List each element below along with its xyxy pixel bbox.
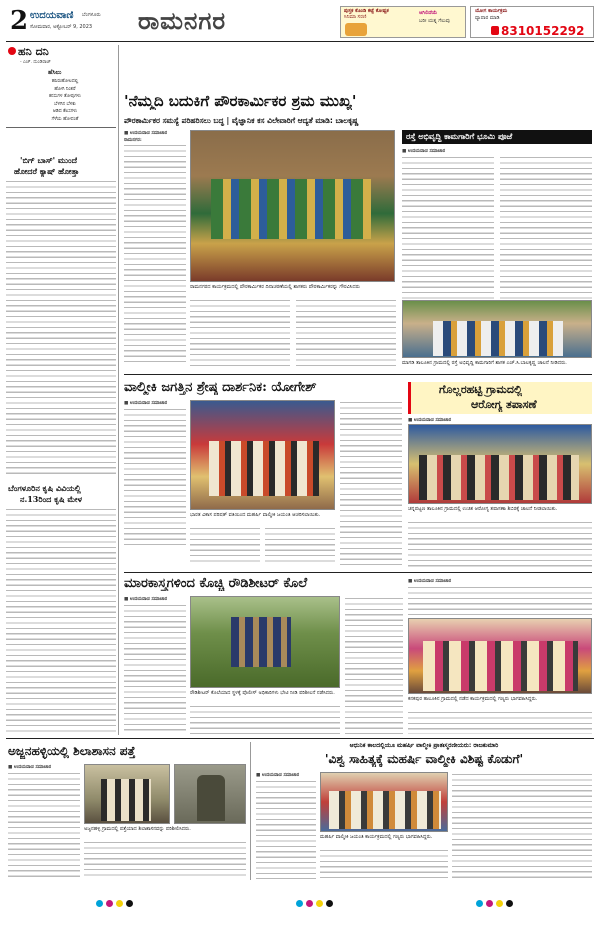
photo-figure <box>423 641 578 691</box>
inscription-byline: ■ ಉದಯವಾಣಿ ಸಮಾಚಾರ <box>8 765 52 770</box>
right-mid-caption: ಕನಕಪುರ ತಾಲೂಕಿನ ಗ್ರಾಮದಲ್ಲಿ ನಡೆದ ಕಾರ್ಯಕ್ರಮದಲ್ಲಿ ಗಣ್ಯರು ಭಾಗವಹಿಸಿದ್ದರು. <box>408 696 538 702</box>
valmiki-byline: ■ ಉದಯವಾಣಿ ಸಮಾಚಾರ <box>124 401 168 406</box>
sidebar-story-1-text <box>6 179 116 477</box>
health-headline-box <box>408 382 592 414</box>
valmiki-text-col-2 <box>190 526 260 566</box>
ad2-text: ಯೋಗ ಕಾರ್ಯಕ್ರಮ <box>475 8 508 14</box>
poem-title: ಹೆಸಿಲು <box>48 69 62 76</box>
valmiki2-kicker: ಆಧುನಿಕ ಕಾಲದಲ್ಲಿಯೂ ಮಹರ್ಷಿ ವಾಲ್ಮೀಕಿ ಪ್ರಾತಃಸ್ಮರಣೀಯರು: ರಾಜಕುಮಾರಿ <box>349 742 499 749</box>
inscription-headline: ಅಜ್ಜನಹಳ್ಳಿಯಲ್ಲಿ ಶಿಲಾಶಾಸನ ಪತ್ತೆ <box>8 744 136 758</box>
bottom-divider <box>250 742 251 880</box>
valmiki2-text-3 <box>452 772 592 880</box>
right-mid-text <box>408 585 592 615</box>
register-dot <box>496 900 503 907</box>
column-author: - ಎಚ್. ದುಂಡಿರಾಜ್ <box>20 60 51 65</box>
register-dot <box>116 900 123 907</box>
crime-headline: ಮಾರಕಾಸ್ತ್ರಗಳಿಂದ ಕೊಚ್ಚಿ ರೌಡಿಶೀಟರ್ ಕೊಲೆ <box>124 576 308 591</box>
register-dot <box>306 900 313 907</box>
color-register-marks <box>0 895 600 915</box>
ad-box-2 <box>470 6 594 38</box>
register-dot <box>126 900 133 907</box>
sidebar-headline-2: ನ.13ರಿಂದ ಕೃಷಿ ಮೇಳ <box>20 494 82 504</box>
ad-figure <box>345 23 367 36</box>
right-top-byline: ■ ಉದಯವಾಣಿ ಸಮಾಚಾರ <box>402 149 446 154</box>
photo-figure <box>211 179 371 239</box>
valmiki-text-col-1 <box>124 407 186 547</box>
poem-line: ಗೆಳೆಯ ಹೋದಂತೆ <box>51 116 79 122</box>
health-caption: ಚನ್ನಪಟ್ಟಣ ತಾಲೂಕಿನ ಗ್ರಾಮದಲ್ಲಿ ಉಚಿತ ಆರೋಗ್ಯ ತಪಾಸಣಾ ಶಿಬಿರಕ್ಕೆ ಚಾಲನೆ ನೀಡಲಾಯಿತು. <box>408 506 558 512</box>
crime-photo <box>190 596 340 688</box>
right-top-text-1 <box>402 155 494 305</box>
health-headline: ಆರೋಗ್ಯ ತಪಾಸಣೆ <box>471 398 537 411</box>
photo-figure <box>419 455 579 500</box>
lead-photo-caption: ರಾಮನಗರದ ಕಾರ್ಯಕ್ರಮದಲ್ಲಿ ಪೌರಕಾರ್ಮಿಕರ ದಿನಾಚರಣೆಯಲ್ಲಿ ಶಾಸಕರು ಪೌರಕಾರ್ಮಿಕರನ್ನು ಗೌರವಿಸಿದರು <box>190 284 360 290</box>
issue-date: ಸೋಮವಾರ, ಅಕ್ಟೋಬರ್ 9, 2023 <box>30 24 93 30</box>
lead-text-col-3 <box>296 298 396 368</box>
header-rule <box>6 41 594 42</box>
inscription-photo <box>84 764 170 824</box>
sidebar-headline-1: 'ಬಿಗ್ ಬಾಸ್' ಮುಂದೆ <box>20 155 78 165</box>
sidebar-divider <box>118 45 119 735</box>
poem-line: ಹೋಗಿ ನಿಂತರೆ <box>54 86 76 92</box>
poem-line: ಬೆಳಗಿನ ಬೆಳಕು <box>54 101 76 107</box>
lead-dateline: ರಾಮನಗರ: <box>124 138 142 143</box>
inscription-text-2 <box>84 840 246 880</box>
right-top-photo <box>402 300 592 358</box>
phone-icon <box>491 26 499 35</box>
sidebar-story-2-text <box>6 507 116 733</box>
health-headline: ಗೊಲ್ಲರಹಟ್ಟಿ ಗ್ರಾಮದಲ್ಲಿ <box>439 383 523 396</box>
valmiki-text-col-3 <box>265 526 335 566</box>
photo-figure <box>197 775 225 821</box>
valmiki2-caption: ಮಹರ್ಷಿ ವಾಲ್ಮೀಕಿ ಜಯಂತಿ ಕಾರ್ಯಕ್ರಮದಲ್ಲಿ ಗಣ್ಯರು ಭಾಗವಹಿಸಿದ್ದರು. <box>320 834 433 840</box>
health-text <box>408 520 592 568</box>
valmiki-headline: ವಾಲ್ಮೀಕಿ ಜಗತ್ತಿನ ಶ್ರೇಷ್ಠ ದಾರ್ಶನಿಕ: ಯೋಗೇಶ್ <box>124 380 317 395</box>
photo-figure <box>329 791 441 829</box>
crime-text-col-3 <box>345 596 403 734</box>
column-title: ಹನಿ ದನಿ <box>18 45 49 58</box>
city-label: ಬೆಂಗಳೂರು <box>82 12 101 18</box>
photo-figure <box>101 779 151 821</box>
valmiki-text-col-4 <box>340 400 402 566</box>
valmiki2-text-1 <box>256 779 316 879</box>
right-top-caption: ಮಾಗಡಿ ತಾಲೂಕಿನ ಗ್ರಾಮದಲ್ಲಿ ರಸ್ತೆ ಅಭಿವೃದ್ಧಿ ಕಾಮಗಾರಿಗೆ ಶಾಸಕ ಎಚ್.ಸಿ.ಬಾಲಕೃಷ್ಣ ಚಾಲನೆ ನೀಡಿದರು. <box>402 360 567 366</box>
section-rule <box>124 572 592 573</box>
ad1-text: ಆಗಿಲಿದೆಯೆ <box>419 10 438 16</box>
masthead: ಉದಯವಾಣಿ <box>30 10 74 21</box>
health-byline: ■ ಉದಯವಾಣಿ ಸಮಾಚಾರ <box>408 418 452 423</box>
crime-byline: ■ ಉದಯವಾಣಿ ಸಮಾಚಾರ <box>124 597 168 602</box>
ad-box-1 <box>340 6 466 38</box>
photo-figure <box>209 441 319 496</box>
register-dot <box>506 900 513 907</box>
inscription-caption: ಅಜ್ಜನಹಳ್ಳಿ ಗ್ರಾಮದಲ್ಲಿ ಪತ್ತೆಯಾದ ಶಿಲಾಶಾಸನವನ್ನು ಪರಿಶೀಲಿಸಿದರು. <box>84 826 191 832</box>
poem-line: ಆಡಿದ ಕೆಲಸಗಳು <box>52 109 78 114</box>
lead-text-col-1 <box>124 143 186 363</box>
crime-text-col-2 <box>190 704 340 734</box>
ad2-text: ವ್ಯಾಪಾರ ಮಾಡಿ <box>475 15 500 21</box>
photo-figure <box>433 321 563 356</box>
register-dot <box>326 900 333 907</box>
right-top-headline-box <box>402 130 592 144</box>
right-top-headline: ರಸ್ತೆ ಅಭಿವೃದ್ಧಿ ಕಾಮಗಾರಿಗೆ ಭೂಮಿ ಪೂಜೆ <box>406 132 513 141</box>
section-rule <box>6 738 594 739</box>
section-title: ರಾಮನಗರ <box>138 6 227 35</box>
inscription-text-1 <box>8 771 80 881</box>
lead-subhead: ಪೌರಕಾರ್ಮಿಕರ ಸಮಸ್ಯೆ ಪರಿಹರಿಸಲು ಬದ್ಧ | ವೈಜ್ಞಾನಿಕ ಕಸ ವಿಲೇವಾರಿಗೆ ಆದ್ಯತೆ ಮಾಡಿ: ಬಾಲಕೃಷ್ಣ <box>124 116 359 125</box>
divider <box>6 127 116 128</box>
register-dot <box>486 900 493 907</box>
register-dot <box>296 900 303 907</box>
register-dot <box>96 900 103 907</box>
page-number: 2 <box>10 6 29 36</box>
right-mid-text-2 <box>408 710 592 734</box>
poem <box>16 78 114 123</box>
poem-line: ಹಸಿರುಹೋಲದಲ್ಲಿ <box>51 79 79 84</box>
register-dot <box>316 900 323 907</box>
lead-text-col-2 <box>190 298 290 368</box>
sidebar-headline-1: ಹೋದರೆ ಕ್ಯಾಷ್ ಹೋತ್ತಾ <box>14 166 80 176</box>
phone-number: 8310152292 <box>501 24 585 38</box>
inscription-photo-2 <box>174 764 246 824</box>
valmiki-caption: ಭಾರತ ವಿಕಾಸ ಪರಿಷತ್ ವತಿಯಿಂದ ಮಹರ್ಷಿ ವಾಲ್ಮೀಕಿ ಜಯಂತಿ ಆಚರಿಸಲಾಯಿತು. <box>190 512 321 518</box>
register-dot <box>106 900 113 907</box>
right-mid-photo <box>408 618 592 694</box>
valmiki2-byline: ■ ಉದಯವಾಣಿ ಸಮಾಚಾರ <box>256 773 300 778</box>
photo-figure <box>231 617 291 667</box>
valmiki2-headline: 'ವಿಶ್ವ ಸಾಹಿತ್ಯಕ್ಕೆ ಮಹರ್ಷಿ ವಾಲ್ಮೀಕಿ ವಿಶಿಷ್ಟ ಕೊಡುಗೆ' <box>324 752 524 766</box>
right-top-text-2 <box>500 155 592 305</box>
right-mid-byline: ■ ಉದಯವಾಣಿ ಸಮಾಚಾರ <box>408 579 452 584</box>
sidebar-headline-2: ಬೆಂಗಳೂರಿನ ಕೃಷಿ ವಿವಿಯಲ್ಲಿ <box>8 483 81 493</box>
lead-headline: 'ನೆಮ್ಮದಿ ಬದುಕಿಗೆ ಪೌರಕಾರ್ಮಿಕರ ಶ್ರಮ ಮುಖ್ಯ' <box>124 92 357 110</box>
valmiki-photo <box>190 400 335 510</box>
valmiki2-text-2 <box>320 848 448 880</box>
register-dot <box>476 900 483 907</box>
health-photo <box>408 424 592 504</box>
valmiki2-photo <box>320 772 448 832</box>
poem-line: ಕನಸುಗಳ ತೋಪುಗಳು <box>48 94 81 99</box>
lead-byline: ■ ಉದಯವಾಣಿ ಸಮಾಚಾರ <box>124 131 168 136</box>
ad1-text: ಸಿನಿಮಾ ಸರಣಿ <box>344 14 367 20</box>
crime-caption: ರೌಡಿಶೀಟರ್ ಕೊಲೆಯಾದ ಸ್ಥಳಕ್ಕೆ ಪೊಲೀಸ್ ಅಧಿಕಾರಿಗಳು ಭೇಟಿ ನೀಡಿ ಪರಿಶೀಲನೆ ನಡೆಸಿದರು. <box>190 690 335 696</box>
ad1-text: ಪುಸ್ತಕ ಕೊಂಡಿ ಕಟ್ಟೆ ಕೋಷ್ಟಕ <box>344 8 389 14</box>
column-logo-icon <box>8 47 16 55</box>
ad1-text: ಬರೀ ಯತ್ನ ಗೆಲುವು <box>419 18 450 24</box>
crime-text-col-1 <box>124 603 186 733</box>
section-rule <box>124 374 592 375</box>
lead-photo <box>190 130 395 282</box>
